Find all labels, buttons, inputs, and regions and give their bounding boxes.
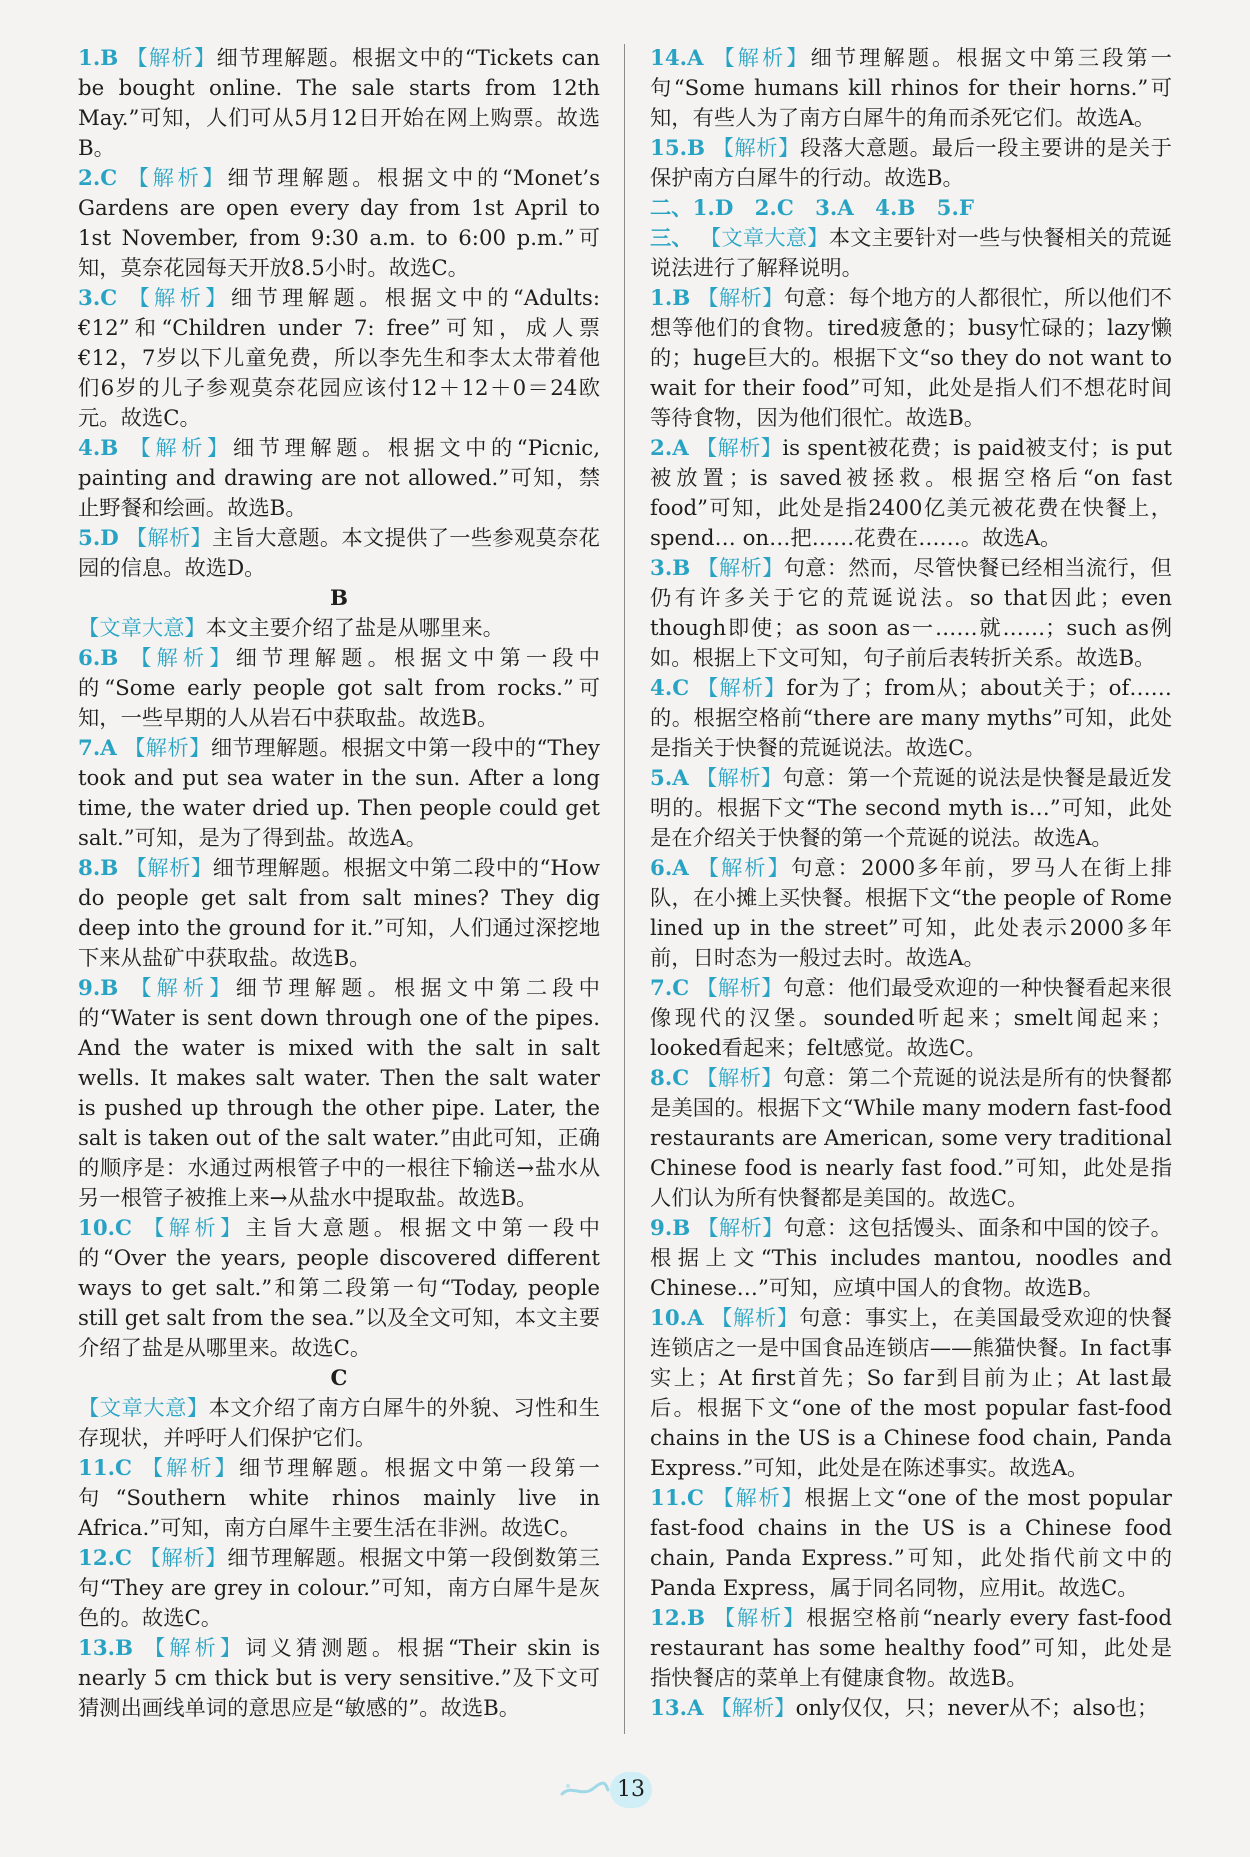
answer-item	[650, 224, 1172, 284]
answer-item	[650, 974, 1172, 1064]
analysis-tag: 【解析】	[123, 736, 211, 761]
answer-item	[78, 614, 600, 644]
right-column	[650, 44, 1172, 1724]
analysis-tag: 【解析】	[143, 1636, 246, 1661]
answer-number: 1.B	[650, 286, 691, 311]
answer-number: 6.B	[78, 646, 119, 671]
answer-item	[650, 1064, 1172, 1214]
answer-number: 11.C	[650, 1486, 705, 1511]
answer-text: 根据上文“one of the most popular fast-food chains in the US is a Chinese food chain, Panda Express.”可知，此处指代前文中的Panda Express，属于同名同物，应用it。故选C。	[650, 1486, 1172, 1601]
answer-text: 细节理解题。根据文中的“Adults: €12”和“Children under 7: free”可知，成人票€12，7岁以下儿童免费，所以李先生和李太太带着他们6岁的儿子参观莫奈花园应该付12＋12＋0＝24欧元。故选C。	[78, 286, 600, 431]
answer-text: 细节理解题。根据文中第二段中的“Water is sent down through one of the pipes. And the water is mixed with the salt in salt wells. It makes salt water. Then the salt water is pushed up through the other pipe. Later, the salt is taken out of the salt water.”由此可知，正确的顺序是：水通过两根管子中的一根往下输送→盐水从另一根管子被推上来→从盐水中提取盐。故选B。	[78, 976, 600, 1211]
answer-text: 词义猜测题。根据“Their skin is nearly 5 cm thick but is very sensitive.”及下文可猜测出画线单词的意思应是“敏感的”。故选B。	[78, 1636, 600, 1721]
section-heading: B	[329, 586, 348, 611]
analysis-tag: 【解析】	[697, 556, 784, 581]
page-footer	[560, 1762, 690, 1822]
analysis-tag: 【解析】	[141, 1456, 239, 1481]
analysis-tag: 【解析】	[130, 976, 236, 1001]
answer-item	[650, 674, 1172, 764]
answer-item	[650, 1604, 1172, 1694]
answer-number: 3.C	[78, 286, 118, 311]
answer-text: 句意：他们最受欢迎的一种快餐看起来很像现代的汉堡。sounded听起来；smelt闻起来；looked看起来；felt感觉。故选C。	[650, 976, 1172, 1061]
answer-item	[650, 764, 1172, 854]
analysis-tag: 【解析】	[696, 1066, 783, 1091]
left-column	[78, 44, 600, 1724]
answer-text: 段落大意题。最后一段主要讲的是关于保护南方白犀牛的行动。故选B。	[650, 136, 1172, 191]
analysis-tag: 【解析】	[710, 1696, 796, 1721]
answer-text: 句意：然而，尽管快餐已经相当流行，但仍有许多关于它的荒诞说法。so that因此；even though即使；as soon as一……就……；such as例如。根据上下文可知，句子前后表转折关系。故选B。	[650, 556, 1172, 671]
analysis-tag: 【解析】	[712, 1486, 805, 1511]
analysis-tag: 【解析】	[713, 1606, 807, 1631]
answer-text: 细节理解题。根据文中的“Picnic, painting and drawing are not allowed.”可知，禁止野餐和绘画。故选B。	[78, 436, 600, 521]
answer-number: 12.C	[78, 1546, 133, 1571]
answer-number: 9.B	[78, 976, 119, 1001]
analysis-tag: 【解析】	[127, 166, 228, 191]
answer-text: 细节理解题。根据文中第一段中的“They took and put sea water in the sun. After a long time, the water dried up. Then people could get salt.”可知，是为了得到盐。故选A。	[78, 736, 600, 851]
answer-text: for为了；from从；about关于；of……的。根据空格前“there are many myths”可知，此处是指关于快餐的荒诞说法。故选C。	[650, 676, 1172, 761]
column-divider	[624, 44, 625, 1734]
answer-item	[650, 854, 1172, 974]
answer-item	[650, 1304, 1172, 1484]
analysis-tag: 【解析】	[126, 46, 217, 71]
analysis-tag: 【解析】	[696, 976, 783, 1001]
analysis-tag: 【解析】	[125, 856, 213, 881]
analysis-tag: 【解析】	[139, 1546, 228, 1571]
answer-text: 句意：每个地方的人都很忙，所以他们不想等他们的食物。tired疲惫的；busy忙碌的；lazy懒的；huge巨大的。根据下文“so they do not want to wait for their food”可知，此处是指人们不想花时间等待食物，因为他们很忙。故选B。	[650, 286, 1172, 431]
analysis-tag: 【解析】	[711, 1306, 799, 1331]
answer-number: 10.A	[650, 1306, 704, 1331]
analysis-tag: 【解析】	[712, 136, 801, 161]
answer-item	[78, 164, 600, 284]
answer-number: 8.B	[78, 856, 119, 881]
answer-number: 14.A	[650, 46, 704, 71]
analysis-tag: 【解析】	[697, 856, 791, 881]
answer-item	[650, 554, 1172, 674]
answer-text: 句意：第二个荒诞的说法是所有的快餐都是美国的。根据下文“While many modern fast-food restaurants are American, some very traditional Chinese food is nearly fast food.”可知，此处是指人们认为所有快餐都是美国的。故选C。	[650, 1066, 1172, 1211]
answer-text: 句意：这包括馒头、面条和中国的饺子。根据上文“This includes mantou, noodles and Chinese…”可知，应填中国人的食物。故选B。	[650, 1216, 1172, 1301]
answer-item	[650, 434, 1172, 554]
answer-number: 8.C	[650, 1066, 690, 1091]
answer-text: 本文介绍了南方白犀牛的外貌、习性和生存现状，并呼吁人们保护它们。	[78, 1396, 600, 1451]
answer-item	[78, 1634, 600, 1724]
answer-item	[78, 1214, 600, 1364]
analysis-tag: 【解析】	[125, 526, 213, 551]
answer-number: 9.B	[650, 1216, 691, 1241]
answer-item	[650, 1694, 1172, 1724]
answer-item	[78, 644, 600, 734]
answer-number: 4.C	[650, 676, 690, 701]
analysis-tag: 【文章大意】	[699, 226, 829, 251]
analysis-tag: 【解析】	[143, 1216, 246, 1241]
answer-item	[78, 1544, 600, 1634]
analysis-tag: 【文章大意】	[78, 616, 206, 641]
swirl-decoration-icon	[560, 1780, 610, 1800]
answer-number: 三、	[650, 226, 693, 251]
answer-item	[650, 284, 1172, 434]
answer-number: 7.C	[650, 976, 690, 1001]
analysis-tag: 【解析】	[128, 286, 231, 311]
section-heading: C	[330, 1366, 348, 1391]
answer-item	[650, 1214, 1172, 1304]
answer-text: 细节理解题。根据文中第一段倒数第三句“They are grey in colour.”可知，南方白犀牛是灰色的。故选C。	[78, 1546, 600, 1631]
answer-number: 4.B	[78, 436, 119, 461]
answer-number: 2.A	[650, 436, 689, 461]
analysis-tag: 【解析】	[129, 436, 233, 461]
answer-number: 1.B	[78, 46, 119, 71]
answer-text: 主旨大意题。根据文中第一段中的“Over the years, people discovered different ways to get salt.”和第二段第一句“Today, people still get salt from the sea.”以及全文可知，本文主要介绍了盐是从哪里来。故选C。	[78, 1216, 600, 1361]
answer-number: 5.D	[78, 526, 119, 551]
answer-text: 细节理解题。根据文中第一段第一句“Southern white rhinos mainly live in Africa.”可知，南方白犀牛主要生活在非洲。故选C。	[78, 1456, 600, 1541]
answer-text: 细节理解题。根据文中第三段第一句“Some humans kill rhinos for their horns.”可知，有些人为了南方白犀牛的角而杀死它们。故选A。	[650, 46, 1172, 131]
answer-text: 本文主要针对一些与快餐相关的荒诞说法进行了解释说明。	[650, 226, 1172, 281]
answer-item	[78, 434, 600, 524]
answer-item	[78, 734, 600, 854]
answer-number: 13.B	[78, 1636, 134, 1661]
answer-number: 13.A	[650, 1696, 704, 1721]
answer-item	[650, 134, 1172, 194]
analysis-tag: 【文章大意】	[78, 1396, 209, 1421]
analysis-tag: 【解析】	[695, 766, 783, 791]
answer-text: 细节理解题。根据文中的“Monet’s Gardens are open every day from 1st April to 1st November, from 9:30 a.m. to 6:00 p.m.”可知，莫奈花园每天开放8.5小时。故选C。	[78, 166, 600, 281]
answer-item	[78, 974, 600, 1214]
answer-text: 细节理解题。根据文中的“Tickets can be bought online. The sale starts from 12th May.”可知，人们可从5月12日开始在网上购票。故选B。	[78, 46, 600, 161]
answer-number: 11.C	[78, 1456, 133, 1481]
answer-item	[78, 284, 600, 434]
answer-number: 10.C	[78, 1216, 133, 1241]
answer-number: 12.B	[650, 1606, 706, 1631]
answer-number: 15.B	[650, 136, 706, 161]
answer-number: 二、1.D 2.C 3.A 4.B 5.F	[650, 196, 975, 221]
answer-text: 细节理解题。根据文中第一段中的“Some early people got salt from rocks.”可知，一些早期的人从岩石中获取盐。故选B。	[78, 646, 600, 731]
answer-number: 6.A	[650, 856, 689, 881]
answer-item	[78, 854, 600, 974]
answer-item	[650, 1484, 1172, 1604]
answer-item	[650, 194, 1172, 224]
answer-number: 5.A	[650, 766, 689, 791]
analysis-tag: 【解析】	[697, 676, 787, 701]
answer-item	[78, 524, 600, 584]
analysis-tag: 【解析】	[697, 1216, 784, 1241]
answer-text: 主旨大意题。本文提供了一些参观莫奈花园的信息。故选D。	[78, 526, 600, 581]
analysis-tag: 【解析】	[695, 436, 783, 461]
answer-text: 本文主要介绍了盐是从哪里来。	[205, 616, 504, 641]
answer-text: is spent被花费；is paid被支付；is put被放置；is saved被拯救。根据空格后“on fast food”可知，此处是指2400亿美元被花费在快餐上，spend… on…把……花费在……。故选A。	[650, 436, 1172, 551]
analysis-tag: 【解析】	[713, 46, 811, 71]
analysis-tag: 【解析】	[697, 286, 784, 311]
answer-item	[78, 1394, 600, 1454]
answer-number: 2.C	[78, 166, 118, 191]
answer-item	[650, 44, 1172, 134]
answer-number: 7.A	[78, 736, 117, 761]
answer-text: 句意：第一个荒诞的说法是快餐是最近发明的。根据下文“The second myth is…”可知，此处是在介绍关于快餐的第一个荒诞的说法。故选A。	[650, 766, 1172, 851]
answer-item	[78, 44, 600, 164]
answer-text: 根据空格前“nearly every fast-food restaurant has some healthy food”可知，此处是指快餐店的菜单上有健康食物。故选B。	[650, 1606, 1172, 1691]
answer-item	[78, 1454, 600, 1544]
answer-text: 句意：2000多年前，罗马人在街上排队，在小摊上买快餐。根据下文“the people of Rome lined up in the street”可知，此处表示2000多年前，日时态为一般过去时。故选A。	[650, 856, 1172, 971]
answer-text: 句意：事实上，在美国最受欢迎的快餐连锁店之一是中国食品连锁店——熊猫快餐。In fact事实上；At first首先；So far到目前为止；At last最后。根据下文“one of the most popular fast-food chains in the US is a Chinese food chain, Panda Express.”可知，此处是在陈述事实。故选A。	[650, 1306, 1172, 1481]
answer-text: 细节理解题。根据文中第二段中的“How do people get salt from salt mines? They dig deep into the ground for it.”可知，人们通过深挖地下来从盐矿中获取盐。故选B。	[78, 856, 600, 971]
page-number: 13	[610, 1772, 652, 1808]
answer-text: only仅仅，只；never从不；also也；	[795, 1696, 1159, 1721]
answer-number: 3.B	[650, 556, 691, 581]
analysis-tag: 【解析】	[130, 646, 236, 671]
